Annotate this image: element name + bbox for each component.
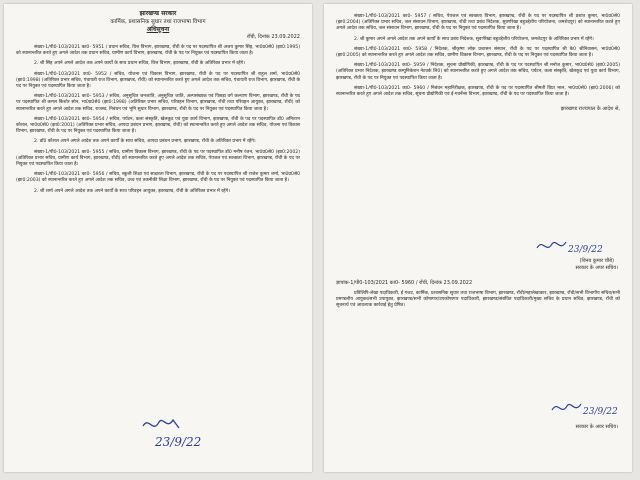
para-5954: संख्या-1/पी0-103/2021 का0- 5954 / सचिव, पर्यटन, कला संस्कृति, खेलकूद एवं युवा कार्य विभाग, झारखण्ड, राँची के पद पर पदस्थापित डॉ0 अमिताभ कौशल, भा0प्र0से0 (झा0:2001) (अतिरिक्त प्रभार सचिव, आपदा प्रबंधन प्रभाग, झारखण्ड, राँची) को स्थानान्तरित करते हुए अगले आदेश तक सचिव, योजना एवं विकास विभाग, झारखण्ड, राँची के पद पर नियुक्त एवं पदस्थापित किया जाता है। (16, 116, 300, 135)
copy-ref: ज्ञापांक-1/पी0-103/2021 का0- 5960 / राँची, दिनांक 23.09.2022 (336, 280, 473, 286)
para-5958: संख्या-1/पी0-103/2021 का0- 5958 / निदेशक, श्रीकृष्ण लोक प्रशासन संस्थान, राँची के पद पर पदस्थापित श्री के0 श्रीनिवासन, भा0प्र0से0 (झा0:2005) को स्थानान्तरित करते हुए अगले आदेश तक सचिव, ग्रामीण विकास विभाग, झारखण्ड, राँची के पद पर नियुक्त एवं पदस्थापित किया जाता है। (336, 46, 620, 59)
para-5957-2: 2. श्री कुमार अपने अगले आदेश तक अपने कार्यों के साथ प्रबंध निदेशक, सुवर्णरेखा बहुउद्देशीय परियोजना, जमशेदपुर के अतिरिक्त प्रभार में रहेंगे। (354, 36, 594, 42)
para-5954-2: 2. डॉ0 कौशल अपने अगले आदेश तक अपने कार्यों के साथ सचिव, आपदा प्रबंधन प्रभाग, झारखण्ड, राँची के अतिरिक्त प्रभार में रहेंगे। (34, 139, 256, 145)
closing-title: सरकार के अवर सचिव। (575, 424, 618, 430)
signatory-title: सरकार के अपर सचिव। (575, 265, 618, 271)
para-5957: संख्या-1/पी0-103/2021 का0- 5957 / सचिव, पेयजल एवं स्वच्छता विभाग, झारखण्ड, राँची के पद पर पदस्थापित श्री प्रशांत कुमार, भा0प्र0से0 (झा0:2004) (अतिरिक्त प्रभार सचिव, जल संसाधन विभाग, झारखण्ड, राँची तथा प्रबंध निदेशक, सुवर्णरेखा बहुउद्देशीय परियोजना, जमशेदपुर) को स्थानान्तरित करते हुए अगले आदेश तक सचिव, जल संसाधन विभाग, झारखण्ड, राँची के पद पर नियुक्त एवं पदस्थापित किया जाता है। (336, 14, 620, 32)
right-signature-mid (534, 236, 603, 258)
signatory-block (576, 258, 618, 272)
govt-heading: झारखण्ड सरकार (139, 10, 177, 17)
right-page (324, 4, 632, 472)
copy-para: प्रतिलिपि-लेखा पदाधिकारी, ई गजट, कार्मिक, प्रशासनिक सुधार तथा राजभाषा विभाग, झारखण्ड, राँची/महालेखाकार, झारखण्ड, राँची/सभी विभागीय सचिव/सभी प्रमण्डलीय आयुक्त/सभी उपायुक्त, झारखण्ड/सभी कोषागार/उपकोषागार पदाधिकारी, झारखण्ड/संबंधित पदाधिकारी/मुख्य सचिव के प्रधान सचिव, झारखण्ड, राँची को सूचनार्थ एवं आवश्यक कार्रवाई हेतु प्रेषित। (336, 291, 620, 309)
place-date: राँची, दिनांक 23.09.2022 (246, 34, 300, 40)
right-signature (549, 398, 619, 422)
para-5956-2: 2. श्री शर्मा अपने अगले आदेश तक अपने कार्यों के साथ परिवहन आयुक्त, झारखण्ड, राँची के अतिरिक्त प्रभार में रहेंगे। (34, 188, 230, 194)
para-5956: संख्या-1/पी0-103/2021 का0- 5956 / सचिव, स्कूली शिक्षा एवं साक्षरता विभाग, झारखण्ड, राँची के पद पर पदस्थापित श्री राजेश कुमार शर्मा, भा0प्र0से0 (झा0:2003) को स्थानान्तरित करते हुए अगले आदेश तक सचिव, उच्च एवं तकनीकी शिक्षा विभाग, झारखण्ड, राँची के पद पर नियुक्त एवं पदस्थापित किया जाता है। (16, 172, 300, 184)
para-5951-2: 2. श्री सिंह अपने अगले आदेश तक अपने कार्यों के साथ प्रधान सचिव, वित्त विभाग, झारखण्ड, राँची के अतिरिक्त प्रभार में रहेंगे। (34, 61, 245, 67)
left-page (4, 4, 312, 472)
left-signature (139, 412, 219, 452)
para-5952: संख्या-1/पी0-103/2021 का0- 5952 / सचिव, योजना एवं विकास विभाग, झारखण्ड, राँची के पद पर पदस्थापित श्री राहुल शर्मा, भा0प्र0से0 (झा0:1998) (अतिरिक्त प्रभार सचिव, पंचायती राज विभाग, झारखण्ड, राँची) को स्थानान्तरित करते हुए अगले आदेश तक सचिव, पंचायती राज विभाग, झारखण्ड, राँची के पद पर नियुक्त एवं पदस्थापित किया जाता है। (16, 71, 300, 90)
left-signature-date: 23/9/22 (155, 435, 202, 449)
right-signature-mid-date: 23/9/22 (568, 245, 603, 255)
signatory-name: (विनय कुमार चौबे) (579, 258, 614, 264)
para-5951: संख्या-1/पी0-103/2021 का0- 5951 / प्रधान सचिव, वित्त विभाग, झारखण्ड, राँची के पद पर पदस्थापित श्री अजय कुमार सिंह, भा0प्र0से0 (झा0:1995) को स्थानान्तरित करते हुए अगले आदेश तक प्रधान सचिव, ग्रामीण कार्य विभाग, झारखण्ड, राँची के पद पर नियुक्त एवं पदस्थापित किया जाता है। (16, 45, 300, 57)
para-5960: संख्या-1/पी0-103/2021 का0- 5960 / निबंधन महानिरीक्षक, झारखण्ड, राँची के पद पर पदस्थापित श्रीमती विप्रा भाल, भा0प्र0से0 (झा0:2006) को स्थानान्तरित करते हुए अगले आदेश तक सचिव, सूचना प्रौद्योगिकी एवं ई-गवर्नेन्स विभाग, झारखण्ड, राँची के पद पर पदस्थापित किया जाता है। (336, 85, 620, 98)
para-5955: संख्या-1/पी0-103/2021 का0- 5955 / सचिव, ग्रामीण विकास विभाग, झारखण्ड, राँची के पद पर पदस्थापित डॉ0 मनीष रंजन, भा0प्र0से0 (झा0:2002) (अतिरिक्त प्रभार सचिव, ग्रामीण कार्य विभाग, झारखण्ड, राँची) को स्थानान्तरित करते हुए अगले आदेश तक सचिव, पेयजल एवं स्वच्छता विभाग, झारखण्ड, राँची के पद पर नियुक्त एवं पदस्थापित किया जाता है। (16, 149, 300, 168)
para-5959: संख्या-1/पी0-103/2021 का0- 5959 / निदेशक, सूचना प्रौद्योगिकी, झारखण्ड, राँची के पद पर पदस्थापित श्री मनोज कुमार, भा0प्र0से0 (झा0:2005) (अतिरिक्त प्रभार निदेशक, झारखण्ड कम्युनिकेशन नेटवर्क लि0) को स्थानान्तरित करते हुए अगले आदेश तक सचिव, पर्यटन, कला संस्कृति, खेलकूद एवं युवा कार्य विभाग, झारखण्ड, राँची के पद पर नियुक्त एवं पदस्थापित किया जाता है। (336, 63, 620, 81)
order-line: झारखण्ड राज्यपाल के आदेश से, (560, 106, 620, 113)
copy-section (336, 280, 620, 310)
para-5953: संख्या-1/पी0-103/2021 का0- 5953 / सचिव, अनुसूचित जनजाति, अनुसूचित जाति, अल्पसंख्यक एवं पिछड़ा वर्ग कल्याण विभाग, झारखण्ड, राँची के पद पर पदस्थापित श्री कमल किशोर सोन, भा0प्र0से0 (झा0:1998) (अतिरिक्त प्रभार सचिव, परिवहन विभाग, झारखण्ड, राँची तथा परिवहन आयुक्त, झारखण्ड, राँची) को स्थानान्तरित करते हुए अगले आदेश तक सचिव, राजस्व, निबंधन एवं भूमि सुधार विभाग, झारखण्ड, राँची के पद पर नियुक्त एवं पदस्थापित किया जाता है। (16, 94, 300, 112)
closing-block (576, 424, 618, 431)
right-signature-date: 23/9/22 (583, 407, 618, 417)
notification-title: अधिसूचना (146, 26, 170, 33)
dept-heading: कार्मिक, प्रशासनिक सुधार तथा राजभाषा विभाग (110, 19, 206, 25)
